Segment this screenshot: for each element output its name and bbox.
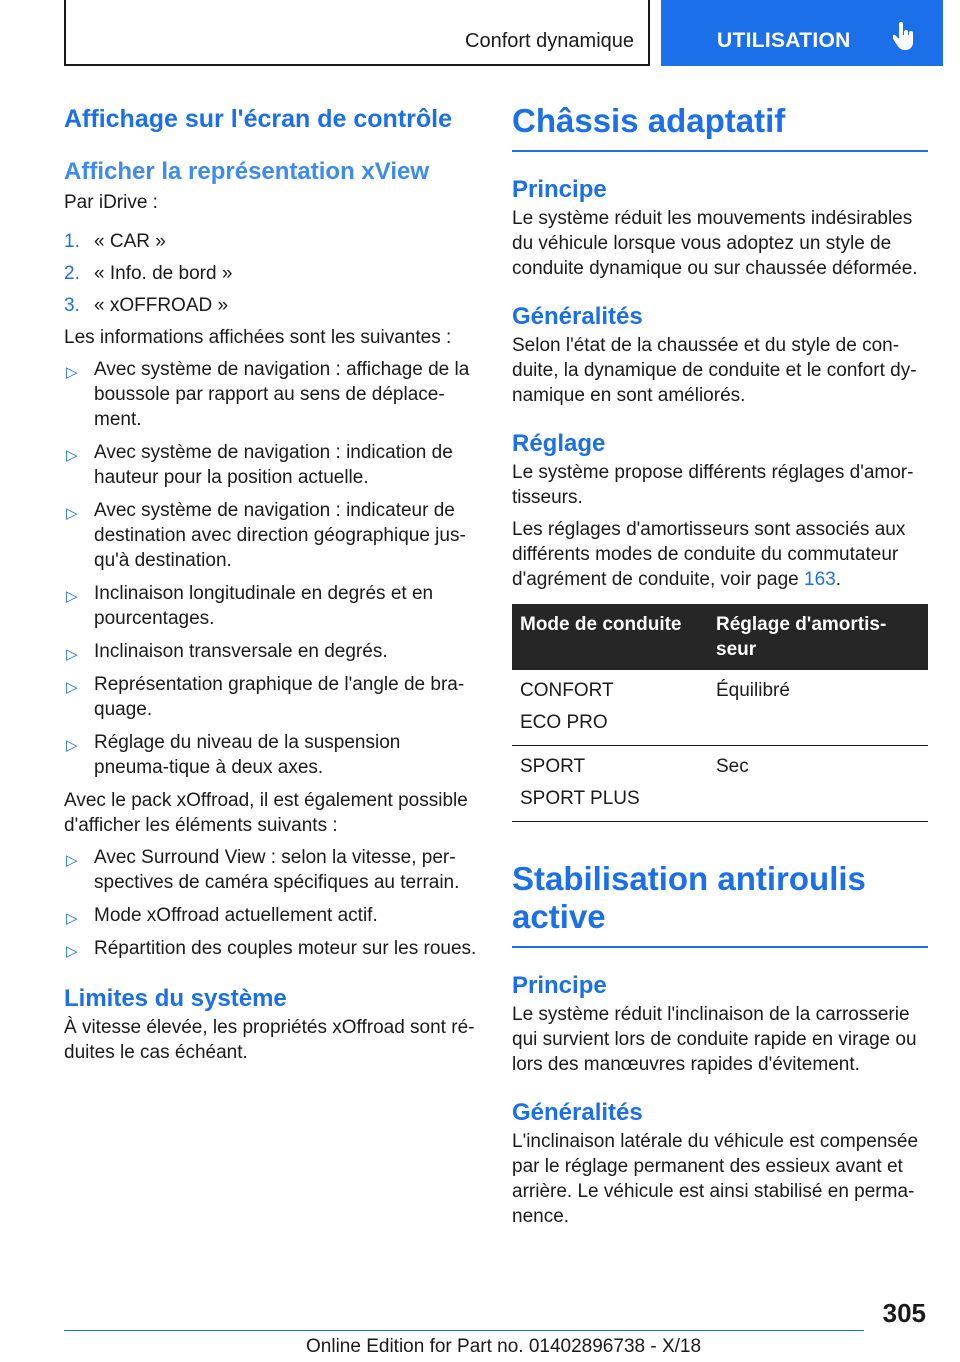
list-item: ▷ Inclinaison transversale en degrés. bbox=[64, 639, 478, 664]
heading-reglage: Réglage bbox=[512, 430, 606, 457]
step-number: 1. bbox=[64, 231, 80, 252]
list-item: ▷ Représentation graphique de l'angle de bra-quage. bbox=[66, 674, 465, 720]
triangle-bullet-icon: ▷ bbox=[66, 679, 78, 696]
hand-pointer-icon bbox=[893, 22, 915, 52]
triangle-bullet-icon: ▷ bbox=[66, 447, 78, 464]
list-item: ▷ Avec système de navigation : affichage de la boussole par rapport au sens de déplace-ment. bbox=[66, 359, 470, 430]
table-header-mode: Mode de conduite bbox=[512, 604, 708, 670]
header-section-box bbox=[64, 0, 650, 66]
step-number: 3. bbox=[64, 295, 80, 316]
table-cell-setting: Sec bbox=[708, 746, 928, 822]
page-reference-link[interactable]: 163 bbox=[804, 569, 836, 590]
table-header-row bbox=[512, 604, 928, 670]
list-item: ▷ Avec système de navigation : indication de hauteur pour la position actuelle. bbox=[66, 442, 453, 488]
triangle-bullet-icon: ▷ bbox=[66, 943, 78, 960]
list-item: ▷ Réglage du niveau de la suspension pneuma-tique à deux axes. bbox=[66, 732, 401, 778]
table-row bbox=[512, 670, 928, 746]
generalites-text-2: L'inclinaison latérale du véhicule est compensée par le réglage permanent des essieux avant et arrière. Le véhicule est ainsi stabilisé en perma-nence. bbox=[512, 1131, 919, 1227]
pack-intro: Avec le pack xOffroad, il est également possible d'afficher les éléments suivants : bbox=[64, 790, 468, 836]
triangle-bullet-icon: ▷ bbox=[66, 588, 78, 605]
step-item bbox=[64, 293, 478, 318]
heading-principe: Principe bbox=[512, 176, 607, 203]
step-text: « xOFFROAD » bbox=[94, 295, 229, 316]
header-chapter-title: UTILISATION bbox=[717, 29, 851, 52]
heading-stabilisation: Stabilisation antiroulis active bbox=[512, 860, 866, 935]
heading-generalites: Généralités bbox=[512, 303, 643, 330]
list-item: ▷ Inclinaison longitudinale en degrés et en pourcentages. bbox=[66, 583, 434, 629]
step-item bbox=[64, 229, 478, 254]
principe-text: Le système réduit les mouvements indésirables du véhicule lorsque vous adoptez un style de conduite dynamique ou sur chaussée déformée. bbox=[512, 208, 918, 279]
step-item bbox=[64, 261, 478, 286]
info-intro: Les informations affichées sont les suivantes : bbox=[64, 327, 452, 348]
heading-xview: Afficher la représentation xView bbox=[64, 158, 430, 185]
triangle-bullet-icon: ▷ bbox=[66, 852, 78, 869]
heading-principe-2: Principe bbox=[512, 972, 607, 999]
heading-display: Affichage sur l'écran de contrôle bbox=[64, 105, 452, 133]
list-item: ▷ Avec Surround View : selon la vitesse, per-spectives de caméra spécifiques au terrain. bbox=[66, 847, 460, 893]
left-column bbox=[64, 102, 478, 1065]
list-item: ▷ Répartition des couples moteur sur les roues. bbox=[64, 936, 478, 961]
table-cell-mode: SPORT SPORT PLUS bbox=[512, 746, 708, 822]
table-cell-setting: Équilibré bbox=[708, 670, 928, 746]
footer-edition: Online Edition for Part no. 01402896738 - X/18 bbox=[306, 1336, 702, 1357]
pack-list bbox=[64, 845, 478, 961]
table-cell-mode: CONFORT ECO PRO bbox=[512, 670, 708, 746]
table-row bbox=[512, 746, 928, 822]
triangle-bullet-icon: ▷ bbox=[66, 910, 78, 927]
table-header-setting: Réglage d'amortis-seur bbox=[708, 604, 928, 670]
triangle-bullet-icon: ▷ bbox=[66, 646, 78, 663]
step-text: « CAR » bbox=[94, 231, 166, 252]
step-number: 2. bbox=[64, 263, 80, 284]
heading-limits: Limites du système bbox=[64, 985, 287, 1012]
limits-text: À vitesse élevée, les propriétés xOffroad sont ré-duites le cas échéant. bbox=[64, 1017, 475, 1063]
reglage-text-2: Les réglages d'amortisseurs sont associés aux différents modes de conduite du commutateur d'agrément de conduite, voir page 163. bbox=[512, 519, 906, 590]
via-text: Par iDrive : bbox=[64, 192, 158, 213]
step-text: « Info. de bord » bbox=[94, 263, 233, 284]
header-chapter-tab[interactable] bbox=[661, 0, 943, 66]
list-item: ▷ Avec système de navigation : indicateur de destination avec direction géographique jus-qu'à destination. bbox=[66, 500, 466, 571]
header-section-title: Confort dynamique bbox=[465, 30, 634, 52]
triangle-bullet-icon: ▷ bbox=[66, 505, 78, 522]
page-number: 305 bbox=[882, 1298, 926, 1328]
list-item: ▷ Mode xOffroad actuellement actif. bbox=[64, 903, 478, 928]
reglage-text: Le système propose différents réglages d'amor-tisseurs. bbox=[512, 462, 914, 508]
triangle-bullet-icon: ▷ bbox=[66, 737, 78, 754]
steps-list bbox=[64, 229, 478, 318]
triangle-bullet-icon: ▷ bbox=[66, 364, 78, 381]
heading-chassis: Châssis adaptatif bbox=[512, 102, 786, 139]
right-column bbox=[512, 102, 928, 1229]
footer-rule bbox=[64, 1330, 864, 1331]
info-list bbox=[64, 357, 478, 780]
generalites-text: Selon l'état de la chaussée et du style de con-duite, la dynamique de conduite et le confort dy-namique en sont améliorés. bbox=[512, 335, 917, 406]
heading-generalites-2: Généralités bbox=[512, 1099, 643, 1126]
damper-settings-table bbox=[512, 604, 928, 822]
principe-text-2: Le système réduit l'inclinaison de la carrosserie qui survient lors de conduite rapide en virage ou lors des manœuvres rapides d'évitement. bbox=[512, 1004, 917, 1075]
